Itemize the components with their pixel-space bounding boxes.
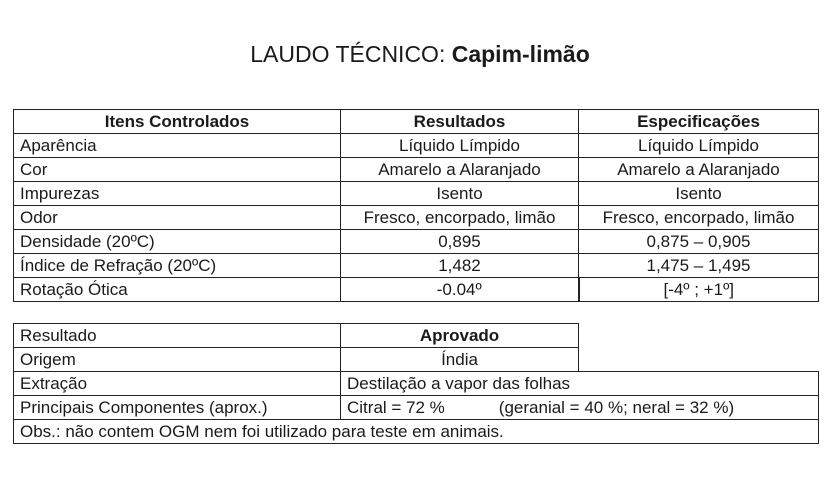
title-product: Capim-limão [451,41,590,67]
result-cell: Isento [341,182,579,206]
resultado-value: Aprovado [341,324,579,348]
table-header-row [14,110,819,134]
result-cell: Fresco, encorpado, limão [341,206,579,230]
table-row [14,278,819,302]
table-row [14,420,819,444]
item-cell: Densidade (20ºC) [14,230,341,254]
spec-cell: Fresco, encorpado, limão [579,206,819,230]
spec-cell: Isento [579,182,819,206]
spec-cell: Líquido Límpido [579,134,819,158]
table-row [14,348,819,372]
header-specs: Especificações [579,110,819,134]
table-row [14,324,819,348]
header-items: Itens Controlados [14,110,341,134]
table-row [14,206,819,230]
empty-cell [579,348,819,372]
result-cell: 1,482 [341,254,579,278]
result-cell: -0.04º [341,278,579,302]
resultado-label: Resultado [14,324,341,348]
table-row [14,134,819,158]
table-row [14,158,819,182]
title-prefix: LAUDO TÉCNICO: [250,41,446,67]
table-row [14,254,819,278]
componentes-label: Principais Componentes (aprox.) [14,396,341,420]
origem-value: Índia [341,348,579,372]
item-cell: Impurezas [14,182,341,206]
item-cell: Rotação Ótica [14,278,341,302]
summary-table [13,323,819,444]
origem-label: Origem [14,348,341,372]
table-row [14,396,819,420]
spec-cell: 0,875 – 0,905 [579,230,819,254]
header-results: Resultados [341,110,579,134]
result-cell: 0,895 [341,230,579,254]
spec-cell: 1,475 – 1,495 [579,254,819,278]
empty-cell [579,324,819,348]
spec-cell: [-4º ; +1º] [579,278,819,302]
spec-cell: Amarelo a Alaranjado [579,158,819,182]
result-cell: Amarelo a Alaranjado [341,158,579,182]
obs-note: Obs.: não contem OGM nem foi utilizado para teste em animais. [14,420,819,444]
page-title [0,40,840,68]
extracao-label: Extração [14,372,341,396]
item-cell: Índice de Refração (20ºC) [14,254,341,278]
item-cell: Aparência [14,134,341,158]
componentes-cell [341,396,819,420]
item-cell: Cor [14,158,341,182]
extracao-value: Destilação a vapor das folhas [341,372,819,396]
item-cell: Odor [14,206,341,230]
result-cell: Líquido Límpido [341,134,579,158]
componentes-detail: (geranial = 40 %; neral = 32 %) [498,397,735,417]
quality-control-table [13,109,819,302]
table-row [14,230,819,254]
table-row [14,182,819,206]
componentes-value: Citral = 72 % [347,397,445,417]
table-row [14,372,819,396]
